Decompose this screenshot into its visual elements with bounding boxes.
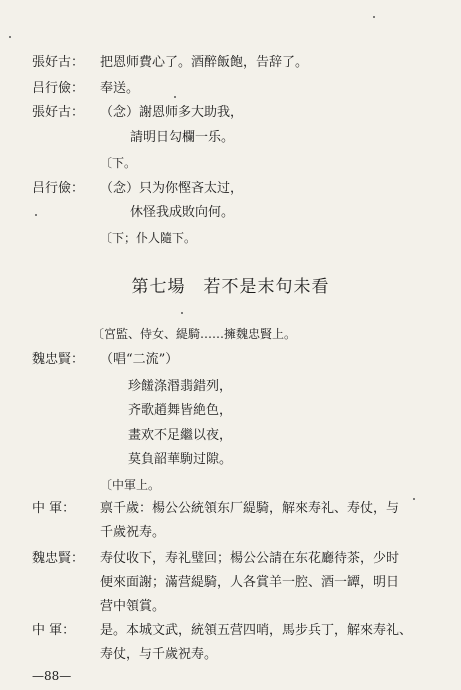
verse-line: 畫欢不足繼以夜， (128, 428, 233, 443)
dialogue-continuation: 便來面謝；滿营緹騎，人各賞羊一腔、酒一罈，明日 (100, 575, 400, 590)
speaker-label: 吕行儉： (32, 181, 85, 196)
scan-speck (413, 498, 415, 500)
verse-line: 莫負韶華駒过隙。 (128, 452, 233, 467)
scan-speck (35, 214, 37, 216)
scene-name: 若不是末句未看 (203, 277, 330, 297)
stage-direction: 〔下；仆人隨下。 (100, 231, 197, 245)
speaker-label: 中 軍： (32, 501, 76, 516)
speaker-label: 中 軍： (32, 623, 76, 638)
speaker-label: 魏忠賢： (32, 352, 85, 367)
dialogue-text: 是。本城文武，統領五营四哨，馬步兵丁，解來寿礼、 (100, 623, 413, 638)
scan-speck (181, 312, 183, 314)
scene-number: 第七場 (131, 277, 186, 297)
speaker-label: 吕行儉： (32, 81, 85, 96)
dialogue-text: 奉送。 (100, 81, 140, 96)
verse-line: 齐歌趙舞皆絶色， (128, 403, 233, 418)
dialogue-text: 寿仗收下，寿礼璧回；楊公公請在东花廳待茶，少时 (100, 551, 400, 566)
stage-direction: 〔中軍上。 (100, 478, 161, 492)
scene-title (0, 276, 461, 298)
page-number: —88— (32, 669, 72, 683)
dialogue-continuation: 請明日勾欄一乐。 (130, 130, 235, 145)
dialogue-text: 把恩师費心了。酒醉飯飽，告辞了。 (100, 55, 309, 70)
dialogue-text: （念）只为你慳吝太过， (100, 181, 244, 196)
scan-speck (9, 36, 11, 38)
dialogue-text: （唱“二流”） (100, 352, 179, 367)
dialogue-continuation: 休怪我成敗向何。 (130, 205, 235, 220)
speaker-label: 張好古： (32, 105, 85, 120)
speaker-label: 魏忠賢： (32, 551, 85, 566)
stage-direction: 〔下。 (100, 156, 137, 170)
verse-line: 珍饈涤湣翡錯列， (128, 379, 233, 394)
stage-direction: 〔宮監、侍女、緹騎……擁魏忠賢上。 (92, 327, 297, 341)
scan-speck (174, 96, 176, 98)
dialogue-continuation: 营中領賞。 (100, 599, 166, 614)
dialogue-text: 禀千歲：楊公公統領东厂緹騎，解來寿礼、寿仗，与 (100, 501, 400, 516)
dialogue-continuation: 千歲祝寿。 (100, 525, 166, 540)
scan-speck (373, 16, 375, 18)
speaker-label: 張好古： (32, 55, 85, 70)
dialogue-text: （念）謝恩师多大助我， (100, 105, 244, 120)
dialogue-continuation: 寿仗，与千歲祝寿。 (100, 647, 218, 662)
